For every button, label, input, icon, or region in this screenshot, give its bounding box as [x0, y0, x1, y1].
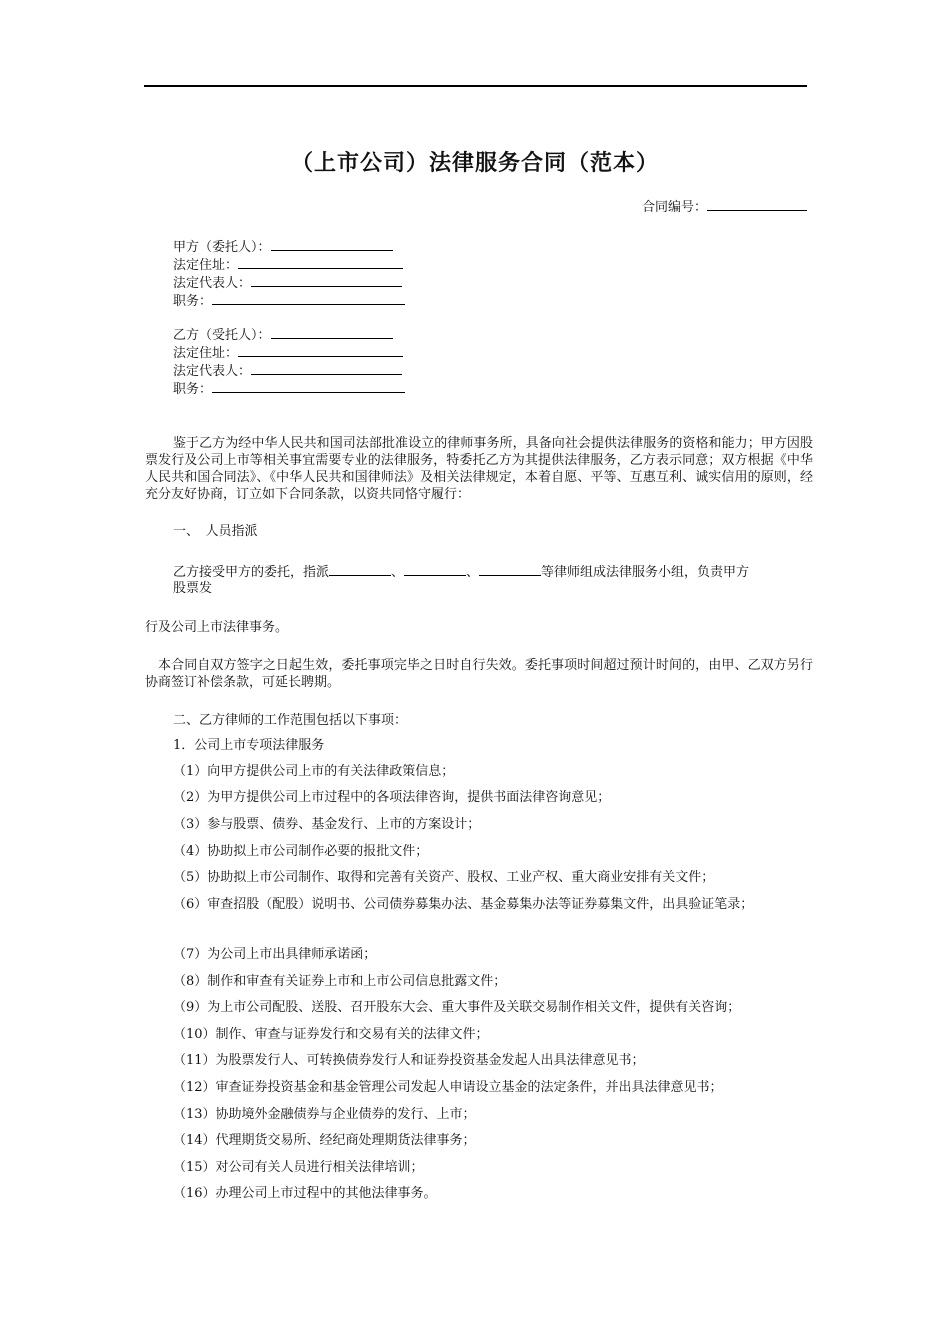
party-b-address: 法定住址：	[173, 343, 403, 363]
list-item: （15）对公司有关人员进行相关法律培训；	[173, 1160, 424, 1175]
list-item: （16）办理公司上市过程中的其他法律事务。	[173, 1186, 437, 1201]
party-b-position: 职务：	[173, 379, 405, 399]
party-b-position-field[interactable]	[212, 379, 405, 393]
section-2-heading: 二、乙方律师的工作范围包括以下事项：	[173, 713, 408, 728]
section-1-line-1: 乙方接受甲方的委托，指派 、 、 等律师组成法律服务小组，负责甲方	[173, 562, 749, 582]
contract-number-line	[642, 197, 807, 217]
list-item: （6）审查招股（配股）说明书、公司债券募集办法、基金募集办法等证券募集文件，出具验证笔录；	[173, 897, 754, 912]
party-a-address: 法定住址：	[173, 255, 403, 275]
list-item: （5）协助拟上市公司制作、取得和完善有关资产、股权、工业产权、重大商业安排有关文件；	[173, 870, 715, 885]
section-1-heading: 一、 人员指派	[173, 524, 258, 539]
party-b-rep: 法定代表人：	[173, 361, 402, 381]
party-a-rep-field[interactable]	[251, 273, 402, 287]
list-item: （7）为公司上市出具律师承诺函；	[173, 947, 377, 962]
lawyer-name-field-2[interactable]	[404, 562, 466, 576]
list-item: （3）参与股票、债券、基金发行、上市的方案设计；	[173, 817, 481, 832]
list-item: （11）为股票发行人、可转换债券发行人和证券投资基金发起人出具法律意见书；	[173, 1053, 645, 1068]
document-title: （上市公司）法律服务合同（范本）	[290, 150, 659, 176]
lawyer-name-field-1[interactable]	[329, 562, 391, 576]
section-1-line-3: 行及公司上市法律事务。	[145, 620, 289, 635]
validity-paragraph: 本合同自双方签字之日起生效，委托事项完毕之日时自行失效。委托事项时间超过预计时间的，由甲、乙双方另行协商签订补偿条款，可延长聘期。	[145, 658, 813, 690]
party-a-position-field[interactable]	[212, 291, 405, 305]
preamble-paragraph: 鉴于乙方为经中华人民共和国司法部批准设立的律师事务所，具备向社会提供法律服务的资格和能力；甲方因股票发行及公司上市等相关事宜需要专业的法律服务，特委托乙方为其提供法律服务，乙方表示同意；双方根据《中华人民共和国合同法》、《中华人民共和国律师法》及相关法律规定，本着自愿、平等、互惠互利、诚实信用的原则，经充分友好协商，订立如下合同条款，以资共同恪守履行：	[145, 436, 813, 502]
party-b-name-field[interactable]	[271, 325, 393, 339]
list-item: （13）协助境外金融债券与企业债券的发行、上市；	[173, 1107, 476, 1122]
party-a-address-field[interactable]	[238, 255, 403, 269]
party-b-address-field[interactable]	[238, 343, 403, 357]
list-item: （9）为上市公司配股、送股、召开股东大会、重大事件及关联交易制作相关文件，提供有关咨询；	[173, 1000, 741, 1015]
party-b-role: 乙方（受托人）：	[173, 325, 393, 345]
party-a-name-field[interactable]	[271, 237, 393, 251]
party-b-rep-field[interactable]	[251, 361, 402, 375]
section-1-line-2: 股票发	[173, 581, 213, 596]
header-rule	[144, 85, 807, 87]
party-a-rep: 法定代表人：	[173, 273, 402, 293]
list-item: （2）为甲方提供公司上市过程中的各项法律咨询，提供书面法律咨询意见；	[173, 790, 611, 805]
party-a-position: 职务：	[173, 291, 405, 311]
list-item: （1）向甲方提供公司上市的有关法律政策信息；	[173, 764, 455, 779]
list-item: （14）代理期货交易所、经纪商处理期货法律事务；	[173, 1133, 476, 1148]
contract-number-label: 合同编号：	[641, 200, 707, 215]
list-item: （10）制作、审查与证券发行和交易有关的法律文件；	[173, 1027, 489, 1042]
list-item: （8）制作和审查有关证券上市和上市公司信息批露文件；	[173, 974, 507, 989]
section-2-subheading: 1．公司上市专项法律服务	[173, 738, 325, 753]
party-a-role: 甲方（委托人）：	[173, 237, 393, 257]
list-item: （12）审查证券投资基金和基金管理公司发起人申请设立基金的法定条件，并出具法律意见书；	[173, 1080, 723, 1095]
list-item: （4）协助拟上市公司制作必要的报批文件；	[173, 844, 429, 859]
contract-number-field[interactable]	[707, 197, 807, 211]
lawyer-name-field-3[interactable]	[479, 562, 541, 576]
